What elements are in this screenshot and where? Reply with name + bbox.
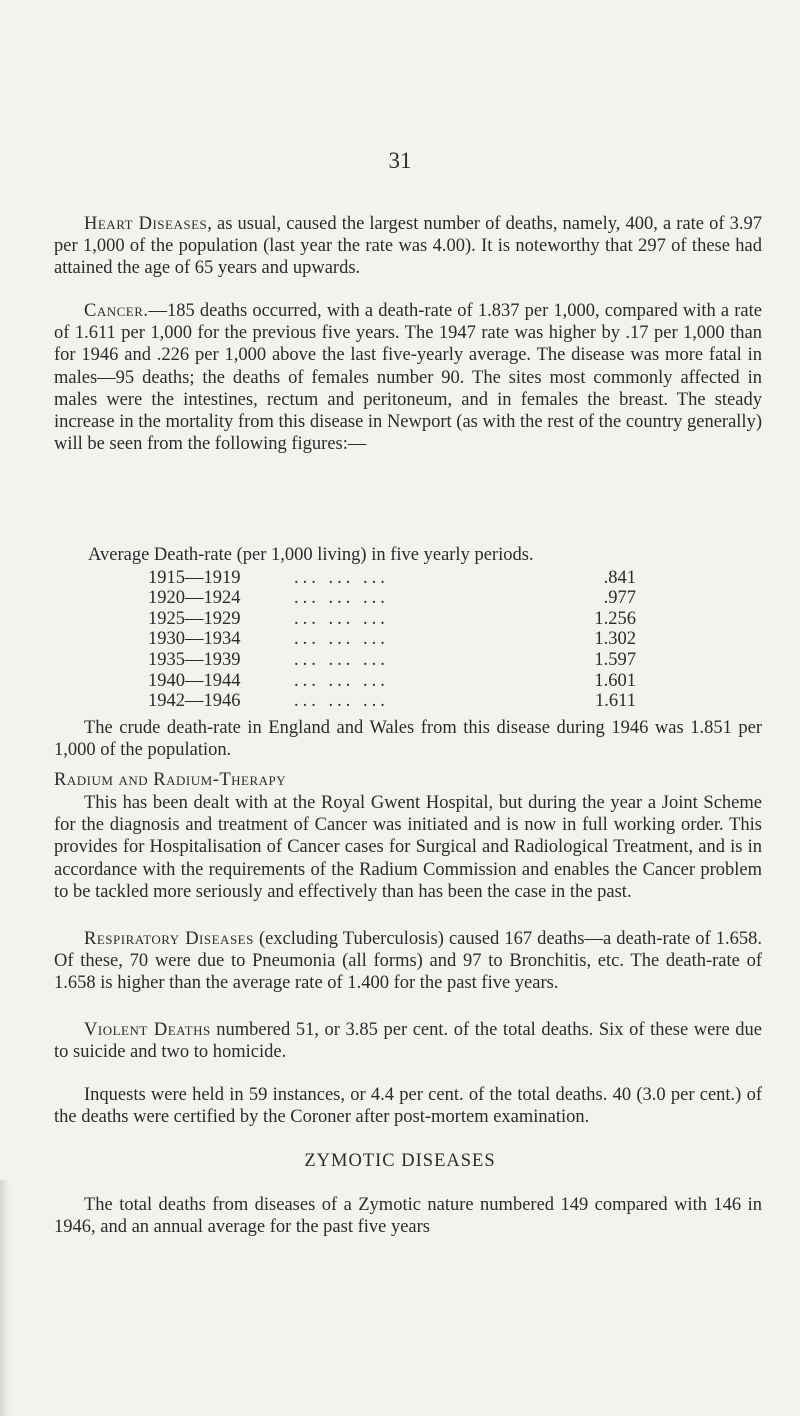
heart-diseases-paragraph — [54, 213, 762, 280]
violent-deaths-paragraph — [54, 1019, 762, 1063]
radium-heading: Radium and Radium-Therapy — [54, 770, 287, 790]
table-row — [88, 691, 708, 712]
page-edge-shadow — [0, 1180, 10, 1416]
period-cell: 1920—1924 — [148, 588, 241, 609]
table-row — [88, 629, 708, 650]
rate-cell: .841 — [603, 567, 636, 588]
respiratory-title: Respiratory Diseases — [84, 929, 254, 949]
rate-cell: 1.302 — [594, 629, 636, 650]
leader-dots: ... ... ... — [294, 629, 389, 650]
respiratory-body: (excluding Tuberculosis) caused 167 deaths—a death-rate of 1.658. Of these, 70 were due to Pneumonia (all forms) and 97 to Bronchitis, etc. The death-rate of 1.658 is higher than the average rate of 1.400 for the past five years. — [54, 929, 762, 994]
leader-dots: ... ... ... — [294, 649, 389, 670]
leader-dots: ... ... ... — [294, 670, 389, 691]
heart-diseases-body: , as usual, caused the largest number of deaths, namely, 400, a rate of 3.97 per 1,000 of the population (last year the rate was 4.00). It is noteworthy that 297 of these had attained the age of 65 years and upwards. — [54, 214, 762, 279]
violent-deaths-body: numbered 51, or 3.85 per cent. of the total deaths. Six of these were due to suicide and two to homicide. — [54, 1020, 762, 1063]
crude-death-rate-text: The crude death-rate in England and Wales from this disease during 1946 was 1.851 per 1,000 of the population. — [54, 718, 762, 761]
rate-cell: 1.256 — [594, 608, 636, 629]
death-rate-table — [88, 545, 708, 712]
cancer-body: —185 deaths occurred, with a death-rate of 1.837 per 1,000, compared with a rate of 1.611 per 1,000 for the previous five years. The 1947 rate was higher by .17 per 1,000 than for 1946 and .226 per 1,000 above the last five-yearly average. The disease was more fatal in males—95 deaths; the deaths of females number 90. The sites most commonly affected in males were the intestines, rectum and peritoneum, and in females the breast. The steady increase in the mortality from this disease in Newport (as with the rest of the country generally) will be seen from the following figures:— — [54, 301, 762, 455]
rate-cell: .977 — [603, 588, 636, 609]
cancer-paragraph — [54, 300, 762, 455]
period-cell: 1935—1939 — [148, 649, 241, 670]
period-cell: 1940—1944 — [148, 670, 241, 691]
zymotic-heading: ZYMOTIC DISEASES — [304, 1151, 496, 1171]
table-row — [88, 609, 708, 630]
heart-diseases-title: Heart Diseases — [84, 214, 208, 234]
radium-body: This has been dealt with at the Royal Gwent Hospital, but during the year a Joint Scheme for the diagnosis and treatment of Cancer was initiated and is now in full working order. This provides for Hospitalisation of Cancer cases for Surgical and Radiological Treatment, and is in accordance with the requirements of the Radium Commission and enables the Cancer problem to be tackled more seriously and effectively than has been the case in the past. — [54, 793, 762, 902]
table-row — [88, 588, 708, 609]
period-cell: 1915—1919 — [148, 567, 241, 588]
inquests-text: Inquests were held in 59 instances, or 4.4 per cent. of the total deaths. 40 (3.0 per cent.) of the deaths were certified by the Coroner after post-mortem examination. — [54, 1085, 762, 1128]
violent-deaths-title: Violent Deaths — [84, 1020, 211, 1040]
inquests-paragraph — [54, 1084, 762, 1128]
table-rows — [88, 568, 708, 712]
rate-cell: 1.601 — [594, 670, 636, 691]
respiratory-paragraph — [54, 928, 762, 995]
table-row — [88, 650, 708, 671]
zymotic-body: The total deaths from diseases of a Zymotic nature numbered 149 compared with 146 in 1946, and an annual average for the past five years — [54, 1195, 762, 1238]
period-cell: 1925—1929 — [148, 608, 241, 629]
table-row — [88, 568, 708, 589]
leader-dots: ... ... ... — [294, 691, 389, 712]
period-cell: 1942—1946 — [148, 691, 241, 712]
leader-dots: ... ... ... — [294, 567, 389, 588]
table-row — [88, 671, 708, 692]
page-number: 31 — [388, 148, 412, 173]
table-heading: Average Death-rate (per 1,000 living) in five yearly periods. — [88, 545, 534, 565]
radium-paragraph — [54, 792, 762, 903]
cancer-title: Cancer. — [84, 301, 149, 321]
period-cell: 1930—1934 — [148, 629, 241, 650]
leader-dots: ... ... ... — [294, 608, 389, 629]
zymotic-paragraph — [54, 1194, 762, 1238]
crude-death-rate-paragraph — [54, 717, 762, 761]
rate-cell: 1.597 — [594, 649, 636, 670]
leader-dots: ... ... ... — [294, 588, 389, 609]
rate-cell: 1.611 — [595, 691, 636, 712]
